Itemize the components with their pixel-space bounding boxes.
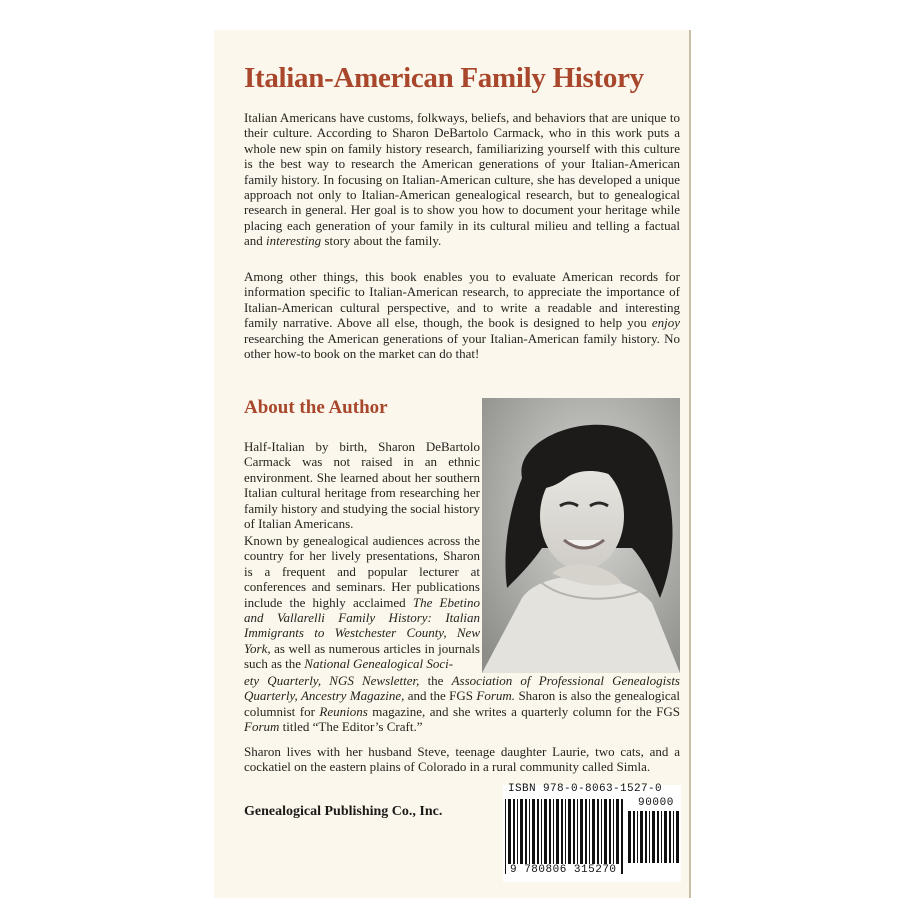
text-run: researching the American generations of your Italian-American family history. No other how-to book on the market can do that!: [244, 330, 680, 362]
barcode-bar: [565, 799, 566, 874]
barcode-bar: [601, 799, 602, 874]
barcode-bar: [669, 811, 671, 863]
italic-text: Association of Professional Genealogists Quarterly, Ancestry Magazine,: [244, 673, 680, 704]
text-run: Italian Americans have customs, folkways, beliefs, and behaviors that are unique to their culture. According to Sharon DeBartolo Carmack, who in this work puts a whole new spin on family history research, familiarizing yourself with this culture is the best way to research the American generations of your Italian-American family history. In focusing on Italian-American culture, she has developed a unique approach not only to Italian-American genealogical research, but to genealogical research in general. Her goal is to show you how to document your heritage while placing each generation of your family in its cultural milieu and telling a factual and: [244, 110, 680, 249]
about-paragraph-3: [244, 673, 680, 735]
publisher-name: Genealogical Publishing Co., Inc.: [244, 804, 443, 819]
barcode-bar: [505, 799, 506, 874]
barcode-bar: [645, 811, 647, 863]
barcode-bar: [537, 799, 539, 874]
italic-text: Forum: [244, 719, 280, 735]
barcode-bar: [508, 799, 511, 874]
text-run: Sharon is also the genealogical columnist for: [244, 688, 681, 719]
about-author-heading: About the Author: [244, 397, 388, 418]
barcode-bar: [664, 811, 667, 863]
barcode-bar: [573, 799, 575, 874]
barcode-bar: [616, 799, 619, 874]
about-paragraph-1: [244, 439, 480, 531]
barcode-bar: [520, 799, 523, 874]
barcode-bar: [577, 799, 578, 874]
price-code: 90000: [638, 797, 675, 809]
text-run: the: [419, 673, 452, 688]
barcode-bar: [673, 811, 674, 863]
barcode-bar: [652, 811, 655, 863]
text-run: Known by genealogical audiences across the country for her lively presentations, Sharon is a frequent and popular lecturer at conferences and seminars. Her publications include the highly acclaimed: [244, 533, 480, 610]
barcode-addon-icon: [628, 811, 680, 863]
barcode-bar: [633, 811, 635, 863]
italic-text: ety Quarterly, NGS Newsletter,: [244, 673, 420, 688]
italic-text: Reunions: [319, 703, 368, 719]
barcode-bar: [640, 811, 643, 863]
barcode-bar: [604, 799, 607, 874]
text-run: titled “The Editor’s Craft.”: [279, 719, 423, 735]
barcode-bar: [676, 811, 679, 863]
intro-paragraph-2: [244, 269, 680, 361]
barcode-bar: [592, 799, 595, 874]
text-run: as well as numerous articles in journals such as the: [244, 640, 480, 672]
isbn-label: ISBN 978-0-8063-1527-0: [508, 783, 663, 795]
barcode-bar: [544, 799, 547, 874]
italic-text: enjoy: [651, 315, 680, 331]
text-run: Sharon lives with her husband Steve, teenage daughter Laurie, two cats, and a cockatiel on the eastern plains of Colorado in a rural community called Simla.: [244, 744, 680, 775]
barcode-bar: [541, 799, 542, 874]
barcode-bar: [513, 799, 515, 874]
intro-paragraph-1: [244, 110, 680, 249]
about-paragraph-4: [244, 744, 680, 775]
barcode-bar: [525, 799, 527, 874]
ean-digits: 9 780806 315270: [510, 864, 617, 876]
italic-text: National Genealogical Soci-: [304, 656, 454, 672]
barcode-bar: [597, 799, 599, 874]
author-portrait-photo: [482, 398, 680, 673]
barcode-bar: [628, 811, 631, 863]
text-run: Among other things, this book enables you to evaluate American records for information specific to Italian-American research, to appreciate the importance of Italian-American cultural perspective, and to write a readable and interesting family narrative. Above all else, though, the book is designed to help you: [244, 269, 680, 331]
text-run: and the FGS: [404, 688, 477, 704]
barcode-bar: [661, 811, 662, 863]
barcode-bar: [549, 799, 551, 874]
text-run: story about the family.: [321, 233, 442, 249]
barcode-icon: [505, 799, 625, 874]
barcode-bar: [637, 811, 638, 863]
barcode-bar: [580, 799, 583, 874]
barcode-bar: [589, 799, 590, 874]
barcode-bar: [621, 799, 623, 874]
italic-text: Forum.: [476, 688, 516, 704]
book-title: Italian-American Family History: [244, 62, 644, 94]
barcode-bar: [613, 799, 614, 874]
text-run: Half-Italian by birth, Sharon DeBartolo Carmack was not raised in an ethnic environment. She learned about her southern Italian cultural heritage from researching her family history and studying the social history of Italian Americans.: [244, 439, 480, 532]
text-run: magazine, and she writes a quarterly column for the FGS: [367, 703, 681, 719]
barcode-bar: [568, 799, 571, 874]
barcode-bar: [585, 799, 587, 874]
barcode-bar: [609, 799, 611, 874]
barcode-bar: [553, 799, 554, 874]
barcode-bar: [561, 799, 563, 874]
barcode-bar: [517, 799, 518, 874]
about-paragraph-2: [244, 533, 480, 672]
barcode-bar: [529, 799, 530, 874]
barcode-bar: [649, 811, 650, 863]
barcode-bar: [556, 799, 559, 874]
italic-text: interesting: [266, 233, 322, 249]
barcode-bar: [532, 799, 535, 874]
italic-text: The Ebetino and Vallarelli Family History: Italian Immigrants to Westchester County, New York,: [244, 594, 480, 656]
barcode-bar: [657, 811, 659, 863]
